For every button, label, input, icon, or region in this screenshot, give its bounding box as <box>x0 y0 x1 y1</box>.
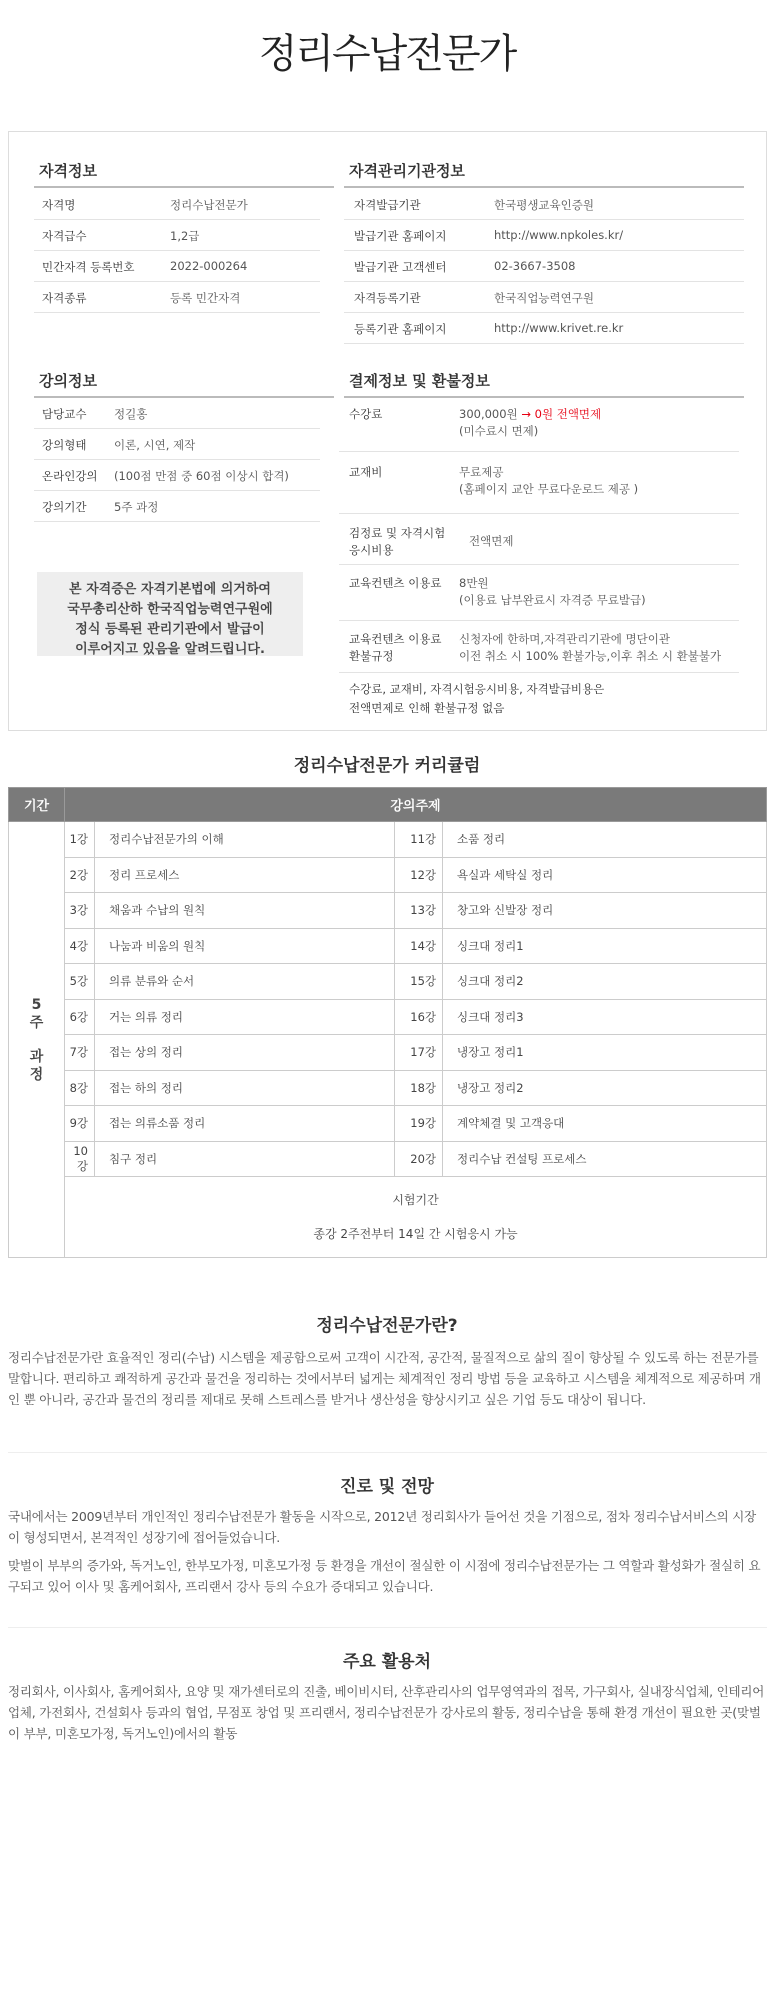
exam-fee-free: 전액면제 <box>469 534 514 548</box>
row-value: 한국직업능력연구원 <box>494 291 594 305</box>
refund-line: 신청자에 한하며,자격관리기관에 명단이관 <box>459 632 670 646</box>
row-value: 2022-000264 <box>170 259 248 273</box>
lesson-title: 접는 의류소품 정리 <box>95 1106 395 1142</box>
lesson-number: 2강 <box>65 857 95 893</box>
lesson-title: 나눔과 비움의 원칙 <box>95 928 395 964</box>
section-divider <box>8 1627 767 1628</box>
lesson-title: 거는 의류 정리 <box>95 999 395 1035</box>
note-line: 전액면제로 인해 환불규정 없음 <box>349 701 505 715</box>
lecture-row <box>34 398 320 429</box>
lecture-row <box>34 460 320 491</box>
lecture-heading: 강의정보 <box>39 372 97 390</box>
lesson-number: 15강 <box>395 964 443 1000</box>
lesson-title: 접는 상의 정리 <box>95 1035 395 1071</box>
qualification-row <box>34 189 320 220</box>
lesson-title: 정리수납전문가의 이해 <box>95 822 395 858</box>
lesson-number: 12강 <box>395 857 443 893</box>
usage-title: 주요 활용처 <box>342 1652 432 1672</box>
lesson-number: 10강 <box>65 1141 95 1177</box>
row-value: 한국평생교육인증원 <box>494 198 594 212</box>
row-key-line: 검정료 및 자격시험 <box>349 526 446 540</box>
lesson-title: 계약체결 및 고객응대 <box>443 1106 767 1142</box>
career-title: 진로 및 전망 <box>340 1477 434 1497</box>
lesson-title: 채움과 수납의 원칙 <box>95 893 395 929</box>
row-value: 이론, 시연, 제작 <box>114 438 196 452</box>
row-key: 등록기관 홈페이지 <box>354 322 447 336</box>
section-divider <box>344 396 744 398</box>
lesson-number: 14강 <box>395 928 443 964</box>
row-key: 담당교수 <box>42 407 87 421</box>
content-fee-sub: (이용료 납부완료시 자격증 무료발급) <box>459 593 646 607</box>
row-value: 정리수납전문가 <box>170 198 248 212</box>
lesson-number: 7강 <box>65 1035 95 1071</box>
notice-line: 정식 등록된 관리기관에서 발급이 <box>75 622 265 637</box>
section-divider <box>344 186 744 188</box>
section-divider <box>34 186 334 188</box>
lesson-title: 정리수납 컨설팅 프로세스 <box>443 1141 767 1177</box>
lesson-title: 냉장고 정리2 <box>443 1070 767 1106</box>
qualification-row <box>34 220 320 251</box>
lesson-number: 1강 <box>65 822 95 858</box>
row-value: 등록 민간자격 <box>170 291 241 305</box>
refund-policy <box>459 631 721 665</box>
table-row <box>9 1106 767 1142</box>
note-line: 수강료, 교재비, 자격시험응시비용, 자격발급비용은 <box>349 682 605 696</box>
notice-line: 본 자격증은 자격기본법에 의거하여 <box>69 582 271 597</box>
career-text-2: 맞벌이 부부의 증가와, 독거노인, 한부모가정, 미혼모가정 등 환경을 개선이 절실한 이 시점에 정리수납전문가는 그 역할과 활성화가 절실히 요구되고 있어 이사 및 홈케어회사, 프리랜서 강사 등의 수요가 증대되고 있습니다. <box>8 1558 761 1594</box>
period-text: 5 <box>31 996 42 1013</box>
agency-row <box>344 251 744 282</box>
period-text: 정 <box>29 1066 44 1083</box>
notice-line: 국무총리산하 한국직업능력연구원에 <box>67 602 273 617</box>
table-row <box>9 964 767 1000</box>
lecture-row <box>34 491 320 522</box>
tuition-free: 0원 전액면제 <box>534 407 602 421</box>
exam-label: 시험기간 <box>392 1193 439 1207</box>
row-key: 자격명 <box>42 198 76 212</box>
lesson-title: 정리 프로세스 <box>95 857 395 893</box>
row-key: 온라인강의 <box>42 469 98 483</box>
lesson-title: 의류 분류와 순서 <box>95 964 395 1000</box>
lesson-title: 냉장고 정리1 <box>443 1035 767 1071</box>
lesson-number: 5강 <box>65 964 95 1000</box>
table-row <box>9 928 767 964</box>
lesson-number: 11강 <box>395 822 443 858</box>
refund-row <box>339 625 739 673</box>
exam-fee-row <box>339 517 739 565</box>
curriculum-table <box>8 787 767 1258</box>
table-row <box>9 822 767 858</box>
tuition-sub: (미수료시 면제) <box>459 424 539 438</box>
row-key: 민간자격 등록번호 <box>42 260 135 274</box>
exam-period-cell <box>65 1177 767 1258</box>
row-key <box>349 631 442 665</box>
qualification-row <box>34 251 320 282</box>
row-key-line: 응시비용 <box>349 543 394 557</box>
payment-note <box>349 680 604 718</box>
row-value: 정길홍 <box>114 407 148 421</box>
row-key: 교육컨텐츠 이용료 <box>349 576 442 590</box>
row-value: 02-3667-3508 <box>494 259 576 273</box>
homepage-link[interactable]: http://www.npkoles.kr/ <box>494 228 624 242</box>
lesson-number: 6강 <box>65 999 95 1035</box>
row-key: 자격등록기관 <box>354 291 421 305</box>
table-row <box>9 893 767 929</box>
agency-row <box>344 189 744 220</box>
lesson-number: 19강 <box>395 1106 443 1142</box>
col-topic: 강의주제 <box>65 788 767 822</box>
lesson-title: 소품 정리 <box>443 822 767 858</box>
lesson-number: 17강 <box>395 1035 443 1071</box>
lesson-title: 접는 하의 정리 <box>95 1070 395 1106</box>
row-key: 강의기간 <box>42 500 87 514</box>
tuition-row <box>339 404 739 452</box>
row-value: 5주 과정 <box>114 500 159 514</box>
career-text-1: 국내에서는 2009년부터 개인적인 정리수납전문가 활동을 시작으로, 2012년 정리회사가 들어선 것을 기점으로, 점차 정리수납서비스의 시장이 형성되면서, 본격적인 성장기에 접어들었습니다. <box>8 1509 757 1545</box>
agency-row <box>344 313 744 344</box>
tuition-price: 300,000원 <box>459 407 518 421</box>
section-divider <box>8 1452 767 1453</box>
row-value: 8만원 <box>459 576 489 590</box>
curriculum-title: 정리수납전문가 커리큘럼 <box>293 756 481 776</box>
table-row <box>9 1035 767 1071</box>
material-sub: (홈페이지 교안 무료다운로드 제공 ) <box>459 482 639 496</box>
about-text: 정리수납전문가란 효율적인 정리(수납) 시스템을 제공함으로써 고객이 시간적, 공간적, 물질적으로 삶의 질이 향상될 수 있도록 하는 전문가를 말합니다. 편리하고 쾌적하게 공간과 물건을 정리하는 것에서부터 넓게는 체계적인 정리 방법 등을 교육하고 시스템을 체계적으로 제공하며 개인 뿐 아니라, 공간과 물건의 정리를 제대로 못해 스트레스를 받거나 생산성을 향상시키고 싶은 기업 등도 대상이 됩니다. <box>8 1350 761 1407</box>
qualification-heading: 자격정보 <box>39 162 97 180</box>
table-row <box>9 1141 767 1177</box>
lesson-number: 8강 <box>65 1070 95 1106</box>
row-value: 무료제공 <box>459 465 504 479</box>
lesson-number: 3강 <box>65 893 95 929</box>
lesson-title: 싱크대 정리3 <box>443 999 767 1035</box>
table-row <box>9 857 767 893</box>
exam-desc: 종강 2주전부터 14일 간 시험응시 가능 <box>313 1227 518 1241</box>
lesson-number: 16강 <box>395 999 443 1035</box>
lesson-title: 침구 정리 <box>95 1141 395 1177</box>
lesson-number: 4강 <box>65 928 95 964</box>
exam-row <box>9 1177 767 1258</box>
table-row <box>9 999 767 1035</box>
period-cell <box>9 822 65 1258</box>
col-period: 기간 <box>9 788 65 822</box>
row-key: 교재비 <box>349 465 383 479</box>
period-text: 주 <box>29 1014 44 1031</box>
notice-line: 이루어지고 있음을 알려드립니다. <box>75 642 265 657</box>
agency-heading: 자격관리기관정보 <box>349 162 465 180</box>
lecture-row <box>34 429 320 460</box>
lesson-number: 13강 <box>395 893 443 929</box>
row-key: 자격급수 <box>42 229 87 243</box>
lesson-title: 싱크대 정리1 <box>443 928 767 964</box>
table-row <box>9 1070 767 1106</box>
row-key: 수강료 <box>349 407 383 421</box>
usage-text: 정리회사, 이사회사, 홈케어회사, 요양 및 재가센터로의 진출, 베이비시터, 산후관리사의 업무영역과의 접목, 가구회사, 실내장식업체, 인테리어업체, 가전회사, 건설회사 등과의 협업, 무점포 창업 및 프리랜서, 정리수납전문가 강사로의 활동, 정리수납을 통해 환경 개선이 필요한 곳(맞벌이 부부, 미혼모가정, 독거노인)에서의 활동 <box>8 1684 765 1741</box>
lesson-title: 창고와 신발장 정리 <box>443 893 767 929</box>
certification-notice <box>37 572 303 656</box>
row-key: 발급기관 고객센터 <box>354 260 447 274</box>
lesson-number: 9강 <box>65 1106 95 1142</box>
lesson-number: 20강 <box>395 1141 443 1177</box>
row-value: (100점 만점 중 60점 이상시 합격) <box>114 469 289 483</box>
material-row <box>339 458 739 514</box>
row-key-line: 환불규정 <box>349 649 394 663</box>
row-key: 강의형태 <box>42 438 87 452</box>
page-title: 정리수납전문가 <box>258 31 516 77</box>
about-title: 정리수납전문가란? <box>316 1316 458 1336</box>
refund-line: 이전 취소 시 100% 환불가능,이후 취소 시 환불불가 <box>459 649 722 663</box>
homepage-link[interactable]: http://www.krivet.re.kr <box>494 321 624 335</box>
lesson-title: 욕실과 세탁실 정리 <box>443 857 767 893</box>
row-key: 자격종류 <box>42 291 87 305</box>
period-text: 과 <box>29 1048 44 1065</box>
payment-heading: 결제정보 및 환불정보 <box>349 372 490 390</box>
lesson-number: 18강 <box>395 1070 443 1106</box>
row-key <box>349 525 445 559</box>
lesson-title: 싱크대 정리2 <box>443 964 767 1000</box>
row-key: 발급기관 홈페이지 <box>354 229 447 243</box>
row-value: 1,2급 <box>170 229 200 243</box>
arrow-icon: → <box>521 407 531 421</box>
row-key-line: 교육컨텐츠 이용료 <box>349 632 442 646</box>
agency-row <box>344 220 744 251</box>
row-key: 자격발급기관 <box>354 198 421 212</box>
qualification-row <box>34 282 320 313</box>
content-fee-row <box>339 569 739 621</box>
info-box <box>8 131 767 731</box>
agency-row <box>344 282 744 313</box>
